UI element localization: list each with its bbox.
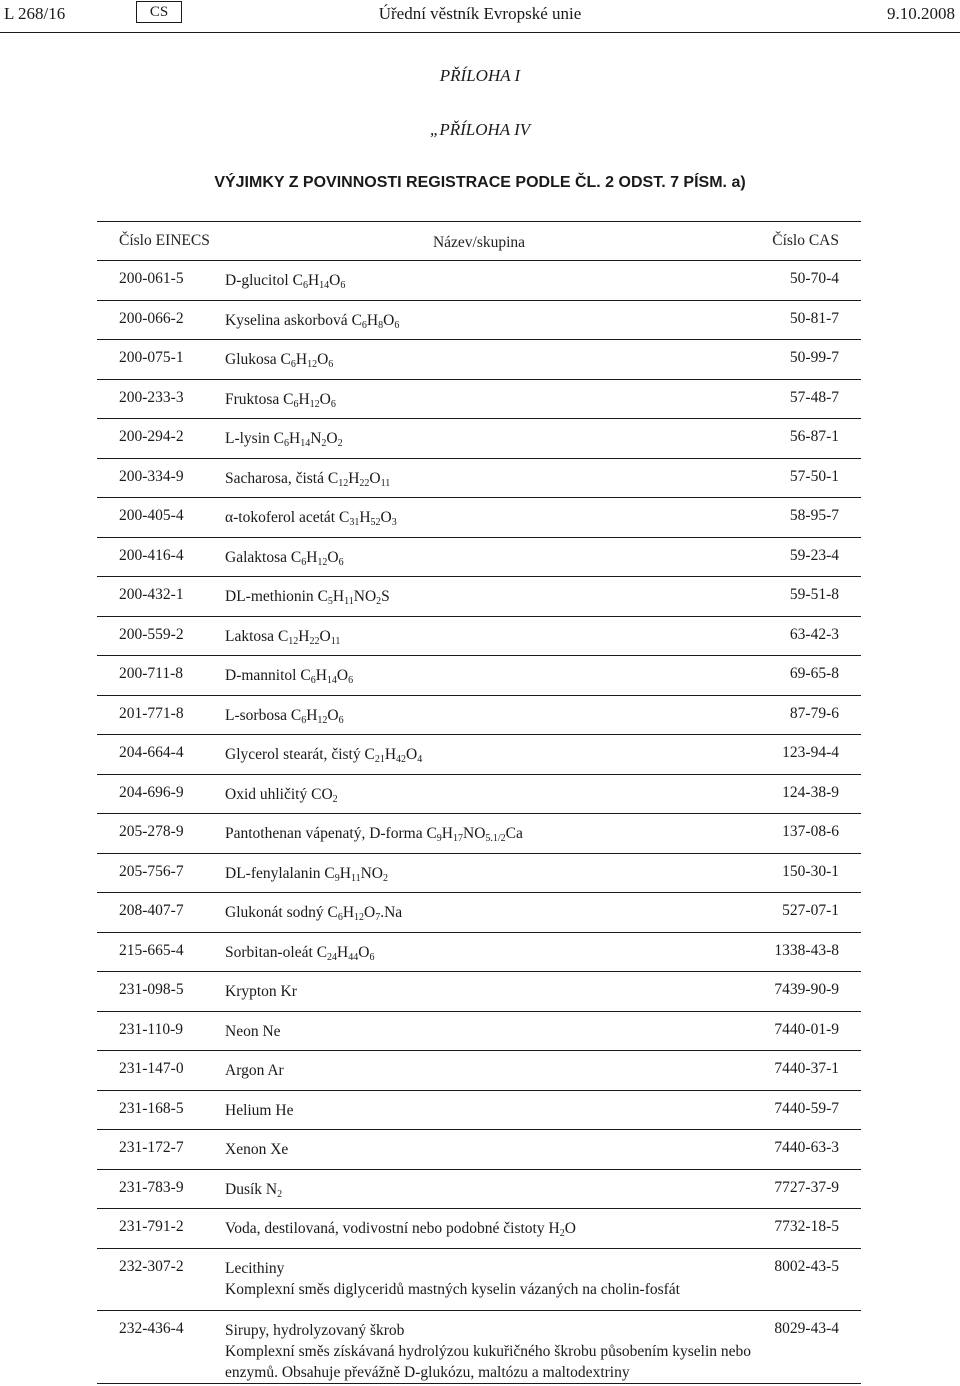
document-title: VÝJIMKY Z POVINNOSTI REGISTRACE PODLE ČL. 2 ODST. 7 PÍSM. a) [214, 174, 746, 191]
cas-number: 8029-43-4 [774, 1319, 839, 1337]
cas-number: 87-79-6 [789, 704, 839, 722]
substance-name [225, 1139, 755, 1160]
substance-name-text: Kyselina askorbová $C_6H_8O_6$ [225, 311, 400, 331]
substance-name [225, 863, 755, 884]
substance-name-text: Voda, destilovaná, vodivostní nebo podobné čistoty $H_2O$ [225, 1220, 576, 1239]
einecs-number: 204-696-9 [119, 783, 184, 801]
substance-name-text: Helium He [225, 1101, 294, 1119]
einecs-number: 231-791-2 [119, 1218, 184, 1235]
table-row [97, 379, 861, 419]
substance-name [225, 981, 755, 1002]
table-bottom-rule [97, 1383, 861, 1384]
table-row [97, 655, 861, 695]
einecs-number: 232-436-4 [119, 1319, 184, 1337]
cas-number: 137-08-6 [782, 823, 839, 840]
annex-title: PŘÍLOHA I [439, 66, 521, 85]
table-row [97, 576, 861, 616]
cas-number: 7440-59-7 [774, 1099, 839, 1117]
cas-number: 123-94-4 [782, 744, 839, 761]
cas-number: 50-99-7 [789, 349, 839, 366]
table-row [97, 537, 861, 577]
substance-name-text: Oxid uhličitý $CO_2$ [225, 785, 338, 805]
einecs-number: 200-066-2 [119, 309, 184, 327]
substance-name [225, 1179, 755, 1200]
substance-name [225, 428, 755, 449]
substance-name-text: Fruktosa $C_6H_{12}O_6$ [225, 390, 336, 410]
substance-description: Komplexní směs diglyceridů mastných kyselin vázaných na cholin-fosfát [225, 1280, 680, 1298]
substance-name-text: Glycerol stearát, čistý $C_{21}H_{42}O_4$ [225, 746, 423, 765]
page-header [0, 0, 960, 34]
substance-name-text: Sirupy, hydrolyzovaný škrob [225, 1321, 405, 1339]
table-row [97, 1248, 861, 1310]
cas-number: 7727-37-9 [774, 1178, 839, 1196]
einecs-number: 231-783-9 [119, 1178, 184, 1196]
cas-number: 7440-37-1 [774, 1060, 839, 1077]
substance-name [225, 389, 755, 410]
einecs-number: 231-110-9 [119, 1020, 183, 1038]
einecs-number: 200-416-4 [119, 546, 184, 564]
substance-name [225, 1218, 755, 1239]
substance-name [225, 507, 755, 528]
table-row [97, 1090, 861, 1130]
substance-name-text: D-glucitol $C_6H_{14}O_6$ [225, 272, 346, 291]
einecs-number: 200-432-1 [119, 586, 184, 603]
cas-number: 59-23-4 [789, 546, 839, 564]
substance-name [225, 665, 755, 686]
einecs-number: 200-233-3 [119, 388, 184, 406]
journal-title: Úřední věstník Evropské unie [378, 4, 582, 23]
substance-name [225, 902, 755, 923]
table-row [97, 892, 861, 932]
substance-name [225, 744, 755, 765]
einecs-number: 201-771-8 [119, 704, 184, 722]
substance-name-text: Glukosa $C_6H_{12}O_6$ [225, 351, 334, 370]
table-row [97, 300, 861, 340]
einecs-number: 231-168-5 [119, 1099, 184, 1117]
table-row [97, 1169, 861, 1209]
einecs-number: 231-098-5 [119, 981, 184, 998]
substance-name-text: Dusík $N_2$ [225, 1180, 283, 1200]
cas-number: 150-30-1 [782, 862, 839, 880]
substance-name-text: D-mannitol $C_6H_{14}O_6$ [225, 667, 354, 686]
cas-number: 7732-18-5 [774, 1218, 839, 1235]
einecs-number: 208-407-7 [119, 902, 184, 919]
table-row [97, 1208, 861, 1248]
substance-name [225, 310, 755, 331]
table-row [97, 853, 861, 893]
table-row [97, 734, 861, 774]
substance-name [225, 468, 755, 489]
einecs-number: 215-665-4 [119, 941, 184, 959]
einecs-number: 232-307-2 [119, 1257, 184, 1275]
cas-number: 56-87-1 [789, 428, 839, 445]
table-row [97, 418, 861, 458]
einecs-number: 231-147-0 [119, 1060, 184, 1077]
cas-number: 8002-43-5 [774, 1257, 839, 1275]
substance-name-text: Sacharosa, čistá $C_{12}H_{22}O_{11}$ [225, 469, 391, 489]
table-row [97, 1129, 861, 1169]
substance-name-text: Galaktosa $C_6H_{12}O_6$ [225, 548, 344, 568]
annex-subtitle: „PŘÍLOHA IV [429, 120, 531, 139]
substance-name-text: Glukonát sodný $C_6H_{12}O_7.Na$ [225, 904, 403, 923]
table-row [97, 1050, 861, 1090]
column-header-cas: Číslo CAS [772, 232, 839, 249]
table-row [97, 497, 861, 537]
substance-name-text: Pantothenan vápenatý, D-forma $C_9H_{17}NO_{5.1/2}Ca$ [225, 825, 523, 844]
substance-name-text: L-lysin $C_6H_{14}N_2O_2$ [225, 430, 343, 449]
substance-name-text: Lecithiny [225, 1259, 285, 1277]
cas-number: 7440-01-9 [774, 1020, 839, 1038]
cas-number: 527-07-1 [782, 902, 839, 919]
table-row [97, 616, 861, 656]
substance-name-text: Argon Ar [225, 1062, 284, 1079]
einecs-number: 205-278-9 [119, 823, 184, 840]
substance-name [225, 626, 755, 647]
einecs-number: 200-711-8 [119, 665, 183, 682]
einecs-number: 200-075-1 [119, 349, 184, 366]
substance-name [225, 1060, 755, 1081]
cas-number: 1338-43-8 [774, 941, 839, 959]
substance-name-text: Xenon Xe [225, 1141, 289, 1158]
substance-name-text: Krypton Kr [225, 983, 297, 1000]
substance-name-text: Sorbitan-oleát $C_{24}H_{44}O_6$ [225, 943, 375, 963]
einecs-number: 200-334-9 [119, 467, 184, 485]
substance-name [225, 823, 755, 844]
einecs-number: 200-559-2 [119, 625, 184, 643]
einecs-number: 231-172-7 [119, 1139, 184, 1156]
header-rule [0, 32, 960, 33]
substance-name-text: DL-methionin $C_5H_{11}NO_2S$ [225, 588, 390, 607]
table-header-row [97, 221, 861, 260]
einecs-number: 204-664-4 [119, 744, 184, 761]
table-row [97, 1310, 861, 1383]
cas-number: 57-50-1 [789, 467, 839, 485]
column-header-name: Název/skupina [432, 234, 526, 251]
cas-number: 7439-90-9 [774, 981, 839, 998]
table-row [97, 813, 861, 853]
substance-name [225, 1100, 755, 1121]
page-reference: L 268/16 [4, 4, 66, 23]
substance-description: Komplexní směs získávaná hydrolýzou kukuřičného škrobu působením kyselin nebo enzymů. Obsahuje převážně D-glukózu, maltózu a maltodextriny [225, 1342, 752, 1381]
cas-number: 58-95-7 [789, 507, 839, 524]
substance-name-text: DL-fenylalanin $C_9H_{11}NO_2$ [225, 864, 388, 884]
substance-name [225, 270, 755, 291]
table-row [97, 971, 861, 1011]
substance-name-text: α-tokoferol acetát $C_{31}H_{52}O_3$ [225, 509, 397, 528]
substance-name [225, 586, 755, 607]
substance-name [225, 1258, 755, 1300]
cas-number: 63-42-3 [789, 625, 839, 643]
substance-name [225, 547, 755, 568]
cas-number: 124-38-9 [782, 783, 839, 801]
einecs-number: 205-756-7 [119, 862, 184, 880]
table-row [97, 260, 861, 300]
table-row [97, 774, 861, 814]
cas-number: 57-48-7 [789, 388, 839, 406]
table-row [97, 458, 861, 498]
einecs-number: 200-405-4 [119, 507, 184, 524]
einecs-number: 200-061-5 [119, 270, 184, 287]
substance-name [225, 942, 755, 963]
table-row [97, 1011, 861, 1051]
cas-number: 59-51-8 [789, 586, 839, 603]
language-badge: CS [136, 1, 182, 23]
substance-name [225, 705, 755, 726]
substance-name-text: L-sorbosa $C_6H_{12}O_6$ [225, 706, 344, 726]
cas-number: 7440-63-3 [774, 1139, 839, 1156]
column-header-einecs: Číslo EINECS [119, 232, 210, 249]
substance-name [225, 784, 755, 805]
substance-name [225, 1320, 755, 1383]
substance-name-text: Laktosa $C_{12}H_{22}O_{11}$ [225, 627, 341, 647]
cas-number: 69-65-8 [789, 665, 839, 682]
einecs-number: 200-294-2 [119, 428, 184, 445]
substance-name [225, 349, 755, 370]
table-row [97, 339, 861, 379]
cas-number: 50-81-7 [789, 309, 839, 327]
substances-table [97, 221, 861, 1383]
cas-number: 50-70-4 [789, 270, 839, 287]
substance-name-text: Neon Ne [225, 1022, 281, 1040]
publication-date: 9.10.2008 [887, 4, 955, 23]
substance-name [225, 1021, 755, 1042]
table-row [97, 695, 861, 735]
table-row [97, 932, 861, 972]
